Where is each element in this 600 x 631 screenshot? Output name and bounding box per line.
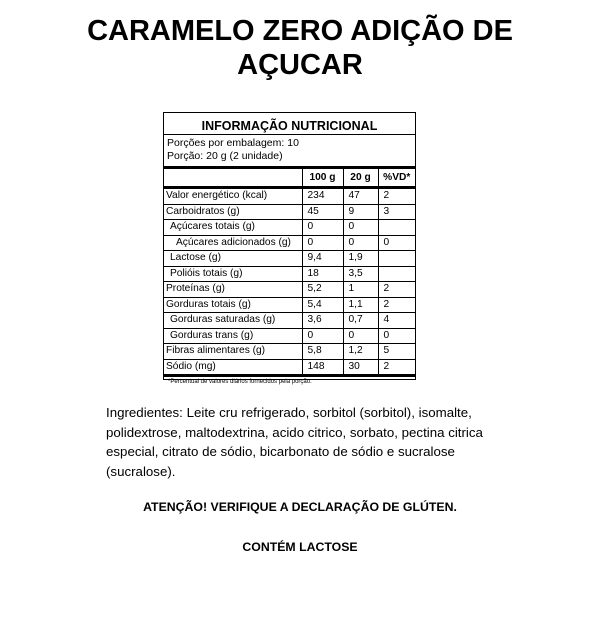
servings-per-package: Porções por embalagem: 10 <box>167 137 299 149</box>
product-title-line1: CARAMELO ZERO ADIÇÃO DE <box>87 15 513 47</box>
nutrient-name: Lactose (g) <box>164 251 302 267</box>
value-20g: 9 <box>343 204 378 220</box>
value-100g: 5,4 <box>302 297 343 313</box>
nutrient-name: Sódio (mg) <box>164 359 302 376</box>
nutrient-name: Proteínas (g) <box>164 282 302 298</box>
value-vd: 4 <box>378 313 415 329</box>
nutrition-footnote: *Percentual de valores diários fornecidos pela porção. <box>168 379 312 385</box>
ingredients-text: Ingredientes: Leite cru refrigerado, sorbitol (sorbitol), isomalte, polidextrose, maltodextrina, acido citrico, sorbato, pectina citrica especial, citrato de sódio, bicarbonato de sódio e sucralose (sucralose). <box>106 405 483 480</box>
nutrient-name: Gorduras totais (g) <box>164 297 302 313</box>
value-100g: 9,4 <box>302 251 343 267</box>
nutrient-name: Valor energético (kcal) <box>164 188 302 205</box>
column-header-vd: %VD* <box>378 169 415 188</box>
value-vd <box>378 266 415 282</box>
column-header-nutrient <box>164 169 302 188</box>
value-100g: 5,8 <box>302 344 343 360</box>
serving-size: Porção: 20 g (2 unidade) <box>167 150 283 162</box>
nutrition-row <box>164 328 415 344</box>
nutrition-table-body <box>164 188 415 376</box>
value-20g: 0 <box>343 220 378 236</box>
nutrient-name: Açúcares totais (g) <box>164 220 302 236</box>
value-100g: 18 <box>302 266 343 282</box>
value-20g: 0 <box>343 328 378 344</box>
value-100g: 0 <box>302 220 343 236</box>
nutrition-row <box>164 188 415 205</box>
value-100g: 148 <box>302 359 343 376</box>
nutrient-name: Gorduras trans (g) <box>164 328 302 344</box>
product-title-line2: AÇUCAR <box>237 49 363 81</box>
nutrition-row <box>164 266 415 282</box>
value-vd: 3 <box>378 204 415 220</box>
nutrition-row <box>164 235 415 251</box>
nutrition-row <box>164 359 415 376</box>
value-20g: 47 <box>343 188 378 205</box>
nutrient-name: Fibras alimentares (g) <box>164 344 302 360</box>
nutrition-row <box>164 220 415 236</box>
value-100g: 0 <box>302 235 343 251</box>
nutrition-row <box>164 251 415 267</box>
nutrition-row <box>164 344 415 360</box>
value-20g: 1 <box>343 282 378 298</box>
nutrition-row <box>164 282 415 298</box>
nutrient-name: Açúcares adicionados (g) <box>164 235 302 251</box>
nutrition-table-header-row <box>164 169 415 188</box>
column-header-20g: 20 g <box>343 169 378 188</box>
value-20g: 30 <box>343 359 378 376</box>
value-vd: 0 <box>378 235 415 251</box>
value-vd: 2 <box>378 282 415 298</box>
value-20g: 1,1 <box>343 297 378 313</box>
nutrient-name: Carboidratos (g) <box>164 204 302 220</box>
value-vd: 0 <box>378 328 415 344</box>
value-100g: 45 <box>302 204 343 220</box>
value-20g: 0 <box>343 235 378 251</box>
value-20g: 3,5 <box>343 266 378 282</box>
value-100g: 234 <box>302 188 343 205</box>
gluten-warning: ATENÇÃO! VERIFIQUE A DECLARAÇÃO DE GLÚTEN. <box>143 500 457 514</box>
value-vd <box>378 251 415 267</box>
lactose-warning: CONTÉM LACTOSE <box>242 540 358 554</box>
value-20g: 1,9 <box>343 251 378 267</box>
value-100g: 3,6 <box>302 313 343 329</box>
value-20g: 0,7 <box>343 313 378 329</box>
value-100g: 0 <box>302 328 343 344</box>
nutrition-row <box>164 204 415 220</box>
value-100g: 5,2 <box>302 282 343 298</box>
nutrition-facts-label <box>163 112 416 385</box>
value-vd: 2 <box>378 359 415 376</box>
nutrition-header: INFORMAÇÃO NUTRICIONAL <box>164 113 415 135</box>
nutrition-table <box>164 169 415 377</box>
nutrition-row <box>164 313 415 329</box>
nutrient-name: Gorduras saturadas (g) <box>164 313 302 329</box>
nutrition-row <box>164 297 415 313</box>
column-header-100g: 100 g <box>302 169 343 188</box>
nutrient-name: Polióis totais (g) <box>164 266 302 282</box>
value-20g: 1,2 <box>343 344 378 360</box>
value-vd <box>378 220 415 236</box>
product-title <box>0 14 600 82</box>
value-vd: 2 <box>378 188 415 205</box>
value-vd: 5 <box>378 344 415 360</box>
value-vd: 2 <box>378 297 415 313</box>
